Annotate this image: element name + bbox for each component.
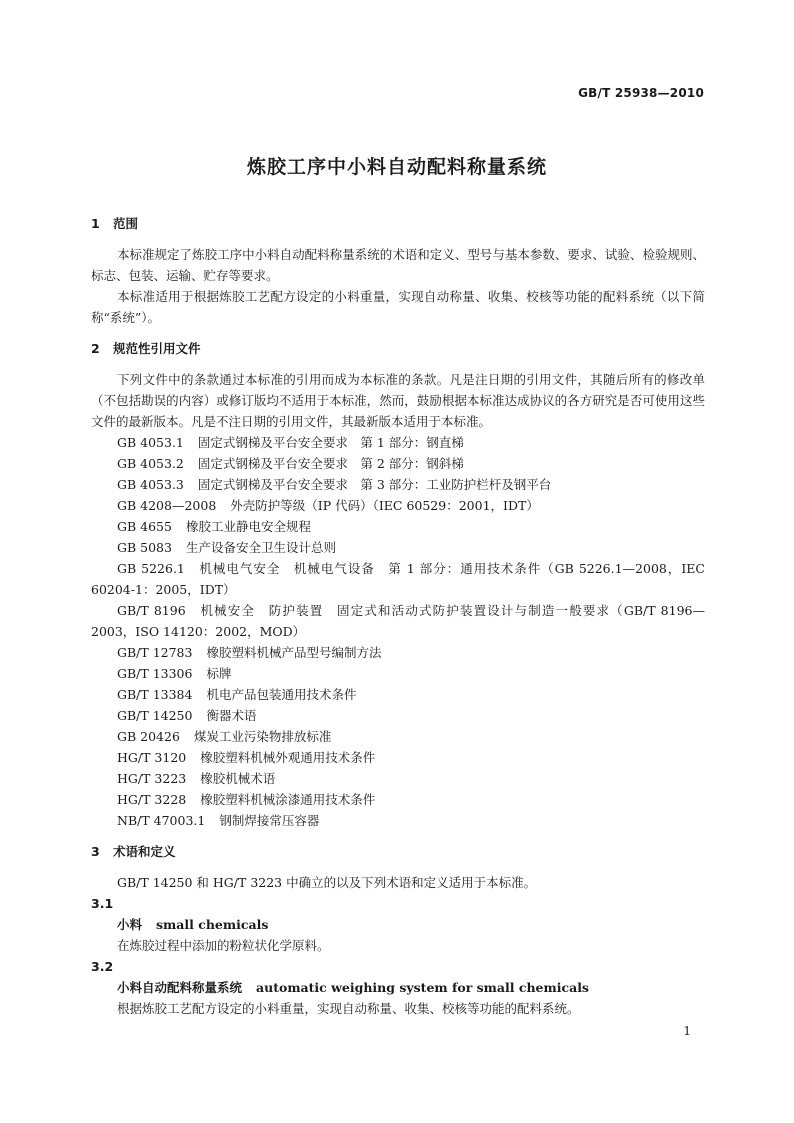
reference-item [91, 432, 705, 453]
reference-item [91, 495, 705, 516]
term-en: small chemicals [156, 917, 269, 932]
reference-item [91, 726, 705, 747]
reference-item [91, 705, 705, 726]
reference-item [91, 474, 705, 495]
reference-code: HG/T 3228 [117, 792, 187, 807]
reference-code: GB 4053.1 [117, 435, 184, 450]
section-heading-normative-references [91, 338, 705, 359]
reference-item [91, 768, 705, 789]
reference-code: GB/T 12783 [117, 645, 193, 660]
reference-title: 固定式钢梯及平台安全要求 第 2 部分：钢斜梯 [197, 456, 464, 471]
reference-title: 煤炭工业污染物排放标准 [193, 729, 332, 744]
reference-code: HG/T 3120 [117, 750, 187, 765]
standard-code: GB/T 25938—2010 [578, 86, 704, 100]
term-zh: 小料自动配料称量系统 [117, 980, 243, 995]
reference-item-wrapped: GB 5226.1 机械电气安全 机械电气设备 第 1 部分：通用技术条件（GB 5226.1—2008，IEC 60204-1：2005，IDT） [91, 561, 705, 597]
term-en: automatic weighing system for small chemicals [256, 980, 589, 995]
references-intro: 下列文件中的条款通过本标准的引用而成为本标准的条款。凡是注日期的引用文件，其随后所有的修改单（不包括勘误的内容）或修订版均不适用于本标准，然而，鼓励根据本标准达成协议的各方研究是否可使用这些文件的最新版本。凡是不注日期的引用文件，其最新版本适用于本标准。 [91, 372, 705, 429]
reference-code: GB/T 13384 [117, 687, 193, 702]
reference-item [91, 537, 705, 558]
reference-item [91, 642, 705, 663]
reference-title: 机电产品包装通用技术条件 [206, 687, 357, 702]
reference-item [91, 810, 705, 831]
section-heading-terms [91, 841, 705, 862]
reference-item [91, 747, 705, 768]
reference-code: HG/T 3223 [117, 771, 187, 786]
reference-code: NB/T 47003.1 [117, 813, 206, 828]
reference-code: GB 20426 [117, 729, 180, 744]
reference-item-wrapped: GB/T 8196 机械安全 防护装置 固定式和活动式防护装置设计与制造一般要求（GB/T 8196—2003，ISO 14120：2002，MOD） [91, 603, 705, 639]
term-zh: 小料 [117, 917, 143, 932]
reference-title: 标牌 [206, 666, 232, 681]
term-definition: 根据炼胶工艺配方设定的小料重量，实现自动称量、收集、校核等功能的配料系统。 [117, 1001, 580, 1016]
reference-title: 橡胶工业静电安全规程 [185, 519, 311, 534]
reference-title: 橡胶塑料机械涂漆通用技术条件 [200, 792, 376, 807]
reference-item [91, 516, 705, 537]
section-number: 1 [91, 216, 100, 231]
term-entry [91, 914, 705, 935]
reference-title: 衡器术语 [206, 708, 257, 723]
terms-intro: GB/T 14250 和 HG/T 3223 中确立的以及下列术语和定义适用于本标准。 [117, 875, 537, 890]
term-definition: 在炼胶过程中添加的粉粒状化学原料。 [117, 938, 330, 953]
page-number: 1 [683, 1024, 691, 1038]
reference-code: GB/T 13306 [117, 666, 193, 681]
section-heading-scope [91, 213, 705, 234]
section-number: 3 [91, 844, 100, 859]
reference-code: GB 4208—2008 [117, 498, 217, 513]
reference-code: GB/T 14250 [117, 708, 193, 723]
reference-title: 橡胶塑料机械外观通用技术条件 [200, 750, 376, 765]
section-title: 规范性引用文件 [113, 341, 201, 356]
scope-paragraph: 本标准规定了炼胶工序中小料自动配料称量系统的术语和定义、型号与基本参数、要求、试验、检验规则、标志、包装、运输、贮存等要求。 [91, 247, 705, 283]
reference-item [91, 663, 705, 684]
document-title: 炼胶工序中小料自动配料称量系统 [246, 156, 547, 178]
reference-code: GB 4053.2 [117, 456, 184, 471]
reference-code: GB 5083 [117, 540, 172, 555]
section-title: 范围 [113, 216, 139, 231]
reference-title: 外壳防护等级（IP 代码）（IEC 60529：2001，IDT） [230, 498, 539, 513]
document-body [91, 213, 705, 1019]
reference-item [91, 453, 705, 474]
term-number: 3.1 [91, 896, 114, 911]
section-title: 术语和定义 [113, 844, 176, 859]
scope-paragraph: 本标准适用于根据炼胶工艺配方设定的小料重量，实现自动称量、收集、校核等功能的配料系统（以下简称“系统”）。 [91, 289, 705, 325]
reference-title: 橡胶塑料机械产品型号编制方法 [206, 645, 382, 660]
reference-code: GB 4053.3 [117, 477, 184, 492]
reference-title: 固定式钢梯及平台安全要求 第 3 部分：工业防护栏杆及钢平台 [197, 477, 552, 492]
reference-title: 固定式钢梯及平台安全要求 第 1 部分：钢直梯 [197, 435, 464, 450]
reference-title: 生产设备安全卫生设计总则 [185, 540, 336, 555]
term-number: 3.2 [91, 959, 114, 974]
reference-item [91, 684, 705, 705]
reference-title: 钢制焊接常压容器 [219, 813, 320, 828]
term-entry [91, 977, 705, 998]
reference-code: GB 4655 [117, 519, 172, 534]
reference-item [91, 789, 705, 810]
section-number: 2 [91, 341, 100, 356]
reference-title: 橡胶机械术语 [200, 771, 276, 786]
